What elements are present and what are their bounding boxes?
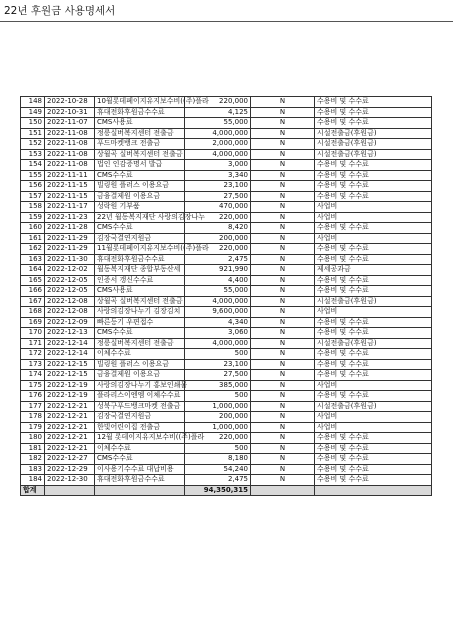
row-number: 184 <box>21 475 45 486</box>
row-amount: 54,240 <box>185 464 251 475</box>
row-flag: N <box>251 443 315 454</box>
row-description: 금융결제원 이용요금 <box>95 191 185 202</box>
row-date: 2022-12-14 <box>45 338 95 349</box>
row-date: 2022-10-31 <box>45 107 95 118</box>
row-description: 이체수수료 <box>95 349 185 360</box>
table-row <box>21 149 432 160</box>
row-amount: 3,340 <box>185 170 251 181</box>
row-date: 2022-11-29 <box>45 233 95 244</box>
row-flag: N <box>251 191 315 202</box>
row-number: 151 <box>21 128 45 139</box>
row-flag: N <box>251 149 315 160</box>
row-number: 152 <box>21 139 45 150</box>
table-row <box>21 401 432 412</box>
row-category: 수용비 및 수수료 <box>315 443 432 454</box>
row-amount: 500 <box>185 443 251 454</box>
table-row <box>21 464 432 475</box>
row-date: 2022-11-08 <box>45 139 95 150</box>
row-date: 2022-11-08 <box>45 128 95 139</box>
row-amount: 200,000 <box>185 233 251 244</box>
row-flag: N <box>251 359 315 370</box>
row-description: 김장국결연지원금 <box>95 233 185 244</box>
row-category: 시설전출금(후원금) <box>315 401 432 412</box>
row-number: 161 <box>21 233 45 244</box>
row-description: 법인 인감증명서 발급 <box>95 160 185 171</box>
row-category: 수용비 및 수수료 <box>315 317 432 328</box>
row-category: 시설전출금(후원금) <box>315 149 432 160</box>
row-description: 상월곡 실버복지센터 전출금 <box>95 149 185 160</box>
row-flag: N <box>251 244 315 255</box>
row-date: 2022-12-21 <box>45 422 95 433</box>
table-row <box>21 422 432 433</box>
row-description: 이체수수료 <box>95 443 185 454</box>
table-row <box>21 107 432 118</box>
row-date: 2022-12-02 <box>45 265 95 276</box>
row-flag: N <box>251 338 315 349</box>
row-date: 2022-10-28 <box>45 97 95 108</box>
row-flag: N <box>251 160 315 171</box>
row-amount: 4,000,000 <box>185 128 251 139</box>
row-description: 플라리스이엔엠 이체수수료 <box>95 391 185 402</box>
row-flag: N <box>251 380 315 391</box>
total-row <box>21 485 432 496</box>
row-amount: 220,000 <box>185 433 251 444</box>
row-amount: 220,000 <box>185 212 251 223</box>
document-title-text: 22년 후원금 사용명세서 <box>4 5 116 17</box>
row-description: CMS수수료 <box>95 223 185 234</box>
row-flag: N <box>251 464 315 475</box>
row-flag: N <box>251 118 315 129</box>
table-row <box>21 475 432 486</box>
row-category: 수용비 및 수수료 <box>315 370 432 381</box>
table-row <box>21 370 432 381</box>
table-row <box>21 265 432 276</box>
row-date: 2022-12-21 <box>45 401 95 412</box>
row-date: 2022-11-30 <box>45 254 95 265</box>
row-category: 수용비 및 수수료 <box>315 223 432 234</box>
row-category: 수용비 및 수수료 <box>315 160 432 171</box>
row-date: 2022-12-29 <box>45 464 95 475</box>
table-row <box>21 118 432 129</box>
row-flag: N <box>251 265 315 276</box>
row-flag: N <box>251 223 315 234</box>
row-number: 160 <box>21 223 45 234</box>
row-amount: 55,000 <box>185 118 251 129</box>
row-category: 수용비 및 수수료 <box>315 349 432 360</box>
row-date: 2022-11-11 <box>45 170 95 181</box>
row-amount: 23,100 <box>185 359 251 370</box>
row-category: 수용비 및 수수료 <box>315 191 432 202</box>
row-number: 175 <box>21 380 45 391</box>
row-flag: N <box>251 97 315 108</box>
row-description: 푸드마켓뱅크 전출금 <box>95 139 185 150</box>
row-number: 156 <box>21 181 45 192</box>
row-number: 148 <box>21 97 45 108</box>
row-amount: 4,000,000 <box>185 296 251 307</box>
row-description: 성락원 기부품 <box>95 202 185 213</box>
row-category: 수용비 및 수수료 <box>315 328 432 339</box>
row-description: 빌링원 플러스 이용요금 <box>95 359 185 370</box>
row-date: 2022-12-21 <box>45 443 95 454</box>
row-description: 정릉실버복지센터 전출금 <box>95 128 185 139</box>
row-description: 휴대전화후원금수수료 <box>95 475 185 486</box>
row-category: 수용비 및 수수료 <box>315 118 432 129</box>
row-number: 155 <box>21 170 45 181</box>
row-category: 시설전출금(후원금) <box>315 296 432 307</box>
table-row <box>21 454 432 465</box>
row-amount: 200,000 <box>185 412 251 423</box>
row-amount: 1,000,000 <box>185 422 251 433</box>
table-row <box>21 191 432 202</box>
row-amount: 4,125 <box>185 107 251 118</box>
row-date: 2022-12-14 <box>45 349 95 360</box>
row-flag: N <box>251 454 315 465</box>
row-number: 162 <box>21 244 45 255</box>
table-row <box>21 202 432 213</box>
row-number: 178 <box>21 412 45 423</box>
table-row <box>21 139 432 150</box>
row-category: 수용비 및 수수료 <box>315 170 432 181</box>
row-number: 167 <box>21 296 45 307</box>
row-date: 2022-11-07 <box>45 118 95 129</box>
row-category: 수용비 및 수수료 <box>315 454 432 465</box>
row-description: 정릉실버복지센터 전출금 <box>95 338 185 349</box>
row-category: 수용비 및 수수료 <box>315 275 432 286</box>
table-row <box>21 380 432 391</box>
row-category: 수용비 및 수수료 <box>315 475 432 486</box>
row-flag: N <box>251 328 315 339</box>
table-row <box>21 275 432 286</box>
row-category: 수용비 및 수수료 <box>315 244 432 255</box>
document-title <box>0 0 453 22</box>
row-amount: 4,400 <box>185 275 251 286</box>
table-row <box>21 170 432 181</box>
table-row <box>21 359 432 370</box>
row-date: 2022-12-05 <box>45 275 95 286</box>
table-row <box>21 160 432 171</box>
row-flag: N <box>251 475 315 486</box>
row-number: 171 <box>21 338 45 349</box>
row-flag: N <box>251 349 315 360</box>
row-description: 10월롯데페이지유지보수비((주)플라 <box>95 97 185 108</box>
row-amount: 4,000,000 <box>185 338 251 349</box>
row-description: 빌링원 플러스 이용요금 <box>95 181 185 192</box>
row-description: 상월곡 실버복지센터 전출금 <box>95 296 185 307</box>
row-number: 164 <box>21 265 45 276</box>
row-flag: N <box>251 391 315 402</box>
row-number: 163 <box>21 254 45 265</box>
row-description: CMS수수료 <box>95 170 185 181</box>
row-flag: N <box>251 202 315 213</box>
table-row <box>21 328 432 339</box>
row-description: 인증서 갱신수수료 <box>95 275 185 286</box>
row-amount: 27,500 <box>185 191 251 202</box>
row-description: 김장국결연지원금 <box>95 412 185 423</box>
row-amount: 2,475 <box>185 475 251 486</box>
table-body <box>21 97 432 486</box>
row-description: 사랑의김장나누기 김장김치 <box>95 307 185 318</box>
row-number: 169 <box>21 317 45 328</box>
row-flag: N <box>251 401 315 412</box>
row-amount: 3,000 <box>185 160 251 171</box>
row-date: 2022-12-15 <box>45 370 95 381</box>
row-date: 2022-12-08 <box>45 307 95 318</box>
row-description: 성북구푸드뱅크마켓 전출금 <box>95 401 185 412</box>
total-empty-flag <box>251 485 315 496</box>
row-category: 수용비 및 수수료 <box>315 254 432 265</box>
row-description: 빠른등기 우편접수 <box>95 317 185 328</box>
row-date: 2022-12-19 <box>45 380 95 391</box>
row-date: 2022-12-05 <box>45 286 95 297</box>
row-description: 12월 롯데이지유지보수비((주)플라 <box>95 433 185 444</box>
row-flag: N <box>251 107 315 118</box>
row-amount: 220,000 <box>185 97 251 108</box>
row-number: 153 <box>21 149 45 160</box>
row-flag: N <box>251 433 315 444</box>
row-category: 시설전출금(후원금) <box>315 128 432 139</box>
row-date: 2022-12-21 <box>45 412 95 423</box>
row-category: 수용비 및 수수료 <box>315 107 432 118</box>
row-date: 2022-12-19 <box>45 391 95 402</box>
row-flag: N <box>251 170 315 181</box>
row-category: 제세공과금 <box>315 265 432 276</box>
table-row <box>21 128 432 139</box>
row-description: CMS수수료 <box>95 454 185 465</box>
row-description: CMS사용료 <box>95 118 185 129</box>
row-amount: 8,420 <box>185 223 251 234</box>
table-row <box>21 223 432 234</box>
table-row <box>21 286 432 297</box>
row-category: 시설전출금(후원금) <box>315 338 432 349</box>
row-flag: N <box>251 412 315 423</box>
row-date: 2022-11-15 <box>45 191 95 202</box>
row-amount: 220,000 <box>185 244 251 255</box>
row-category: 수용비 및 수수료 <box>315 97 432 108</box>
row-number: 158 <box>21 202 45 213</box>
row-category: 시설전출금(후원금) <box>315 139 432 150</box>
row-flag: N <box>251 181 315 192</box>
row-description: 휴대전화후원금수수료 <box>95 254 185 265</box>
table-row <box>21 412 432 423</box>
row-number: 166 <box>21 286 45 297</box>
row-category: 수용비 및 수수료 <box>315 181 432 192</box>
row-date: 2022-12-21 <box>45 433 95 444</box>
row-category: 사업비 <box>315 307 432 318</box>
table-row <box>21 212 432 223</box>
row-category: 사업비 <box>315 412 432 423</box>
row-category: 사업비 <box>315 212 432 223</box>
row-flag: N <box>251 422 315 433</box>
row-amount: 921,990 <box>185 265 251 276</box>
row-description: 사랑의김장나누기 홍보인쇄물 <box>95 380 185 391</box>
row-number: 159 <box>21 212 45 223</box>
row-description: CMS수수료 <box>95 328 185 339</box>
row-date: 2022-11-28 <box>45 223 95 234</box>
total-empty-category <box>315 485 432 496</box>
row-amount: 2,000,000 <box>185 139 251 150</box>
expense-table <box>20 96 432 496</box>
table-row <box>21 307 432 318</box>
row-category: 사업비 <box>315 380 432 391</box>
row-category: 사업비 <box>315 202 432 213</box>
row-amount: 55,000 <box>185 286 251 297</box>
row-flag: N <box>251 317 315 328</box>
row-number: 179 <box>21 422 45 433</box>
table-row <box>21 349 432 360</box>
row-category: 수용비 및 수수료 <box>315 286 432 297</box>
row-number: 172 <box>21 349 45 360</box>
row-flag: N <box>251 370 315 381</box>
row-number: 157 <box>21 191 45 202</box>
row-description: 휴대전화후원금수수료 <box>95 107 185 118</box>
row-category: 수용비 및 수수료 <box>315 433 432 444</box>
table-row <box>21 443 432 454</box>
row-flag: N <box>251 233 315 244</box>
row-number: 149 <box>21 107 45 118</box>
row-flag: N <box>251 275 315 286</box>
row-number: 173 <box>21 359 45 370</box>
row-description: 월동복지재단 종합부동산세 <box>95 265 185 276</box>
row-number: 150 <box>21 118 45 129</box>
row-number: 154 <box>21 160 45 171</box>
table-row <box>21 338 432 349</box>
row-amount: 1,000,000 <box>185 401 251 412</box>
row-flag: N <box>251 286 315 297</box>
table-row <box>21 317 432 328</box>
row-amount: 500 <box>185 391 251 402</box>
row-description: CMS사용료 <box>95 286 185 297</box>
row-category: 수용비 및 수수료 <box>315 464 432 475</box>
row-amount: 4,000,000 <box>185 149 251 160</box>
row-date: 2022-12-30 <box>45 475 95 486</box>
row-amount: 385,000 <box>185 380 251 391</box>
table-row <box>21 233 432 244</box>
blank-area <box>0 22 453 96</box>
row-category: 수용비 및 수수료 <box>315 391 432 402</box>
total-empty-desc <box>95 485 185 496</box>
row-number: 183 <box>21 464 45 475</box>
row-amount: 500 <box>185 349 251 360</box>
table-row <box>21 254 432 265</box>
row-description: 11월롯데페이지유지보수비((주)플라 <box>95 244 185 255</box>
row-date: 2022-12-08 <box>45 296 95 307</box>
row-amount: 470,000 <box>185 202 251 213</box>
row-amount: 23,100 <box>185 181 251 192</box>
row-number: 180 <box>21 433 45 444</box>
row-number: 170 <box>21 328 45 339</box>
row-amount: 4,340 <box>185 317 251 328</box>
row-number: 176 <box>21 391 45 402</box>
row-date: 2022-11-23 <box>45 212 95 223</box>
row-description: 22년 월동복지재단 사랑의김장나누 <box>95 212 185 223</box>
row-date: 2022-11-08 <box>45 149 95 160</box>
row-date: 2022-12-09 <box>45 317 95 328</box>
table-row <box>21 181 432 192</box>
row-category: 사업비 <box>315 422 432 433</box>
row-amount: 27,500 <box>185 370 251 381</box>
row-amount: 8,180 <box>185 454 251 465</box>
row-flag: N <box>251 307 315 318</box>
row-flag: N <box>251 139 315 150</box>
table-row <box>21 296 432 307</box>
row-number: 182 <box>21 454 45 465</box>
row-number: 168 <box>21 307 45 318</box>
row-date: 2022-12-27 <box>45 454 95 465</box>
total-label: 합계 <box>21 485 45 496</box>
row-description: 금융결제원 이용요금 <box>95 370 185 381</box>
table-row <box>21 97 432 108</box>
row-flag: N <box>251 128 315 139</box>
row-flag: N <box>251 296 315 307</box>
row-date: 2022-11-17 <box>45 202 95 213</box>
total-amount: 94,350,315 <box>185 485 251 496</box>
row-number: 181 <box>21 443 45 454</box>
row-flag: N <box>251 212 315 223</box>
total-empty-date <box>45 485 95 496</box>
row-amount: 2,475 <box>185 254 251 265</box>
row-date: 2022-11-29 <box>45 244 95 255</box>
row-number: 165 <box>21 275 45 286</box>
row-flag: N <box>251 254 315 265</box>
row-amount: 3,060 <box>185 328 251 339</box>
row-date: 2022-11-08 <box>45 160 95 171</box>
table-row <box>21 433 432 444</box>
row-date: 2022-12-15 <box>45 359 95 370</box>
table-row <box>21 244 432 255</box>
row-number: 174 <box>21 370 45 381</box>
row-amount: 9,600,000 <box>185 307 251 318</box>
row-category: 사업비 <box>315 233 432 244</box>
row-date: 2022-12-13 <box>45 328 95 339</box>
row-description: 이사용기수수료 대납비용 <box>95 464 185 475</box>
row-description: 한빛어린이집 전출금 <box>95 422 185 433</box>
row-date: 2022-11-15 <box>45 181 95 192</box>
table-row <box>21 391 432 402</box>
row-number: 177 <box>21 401 45 412</box>
row-category: 수용비 및 수수료 <box>315 359 432 370</box>
